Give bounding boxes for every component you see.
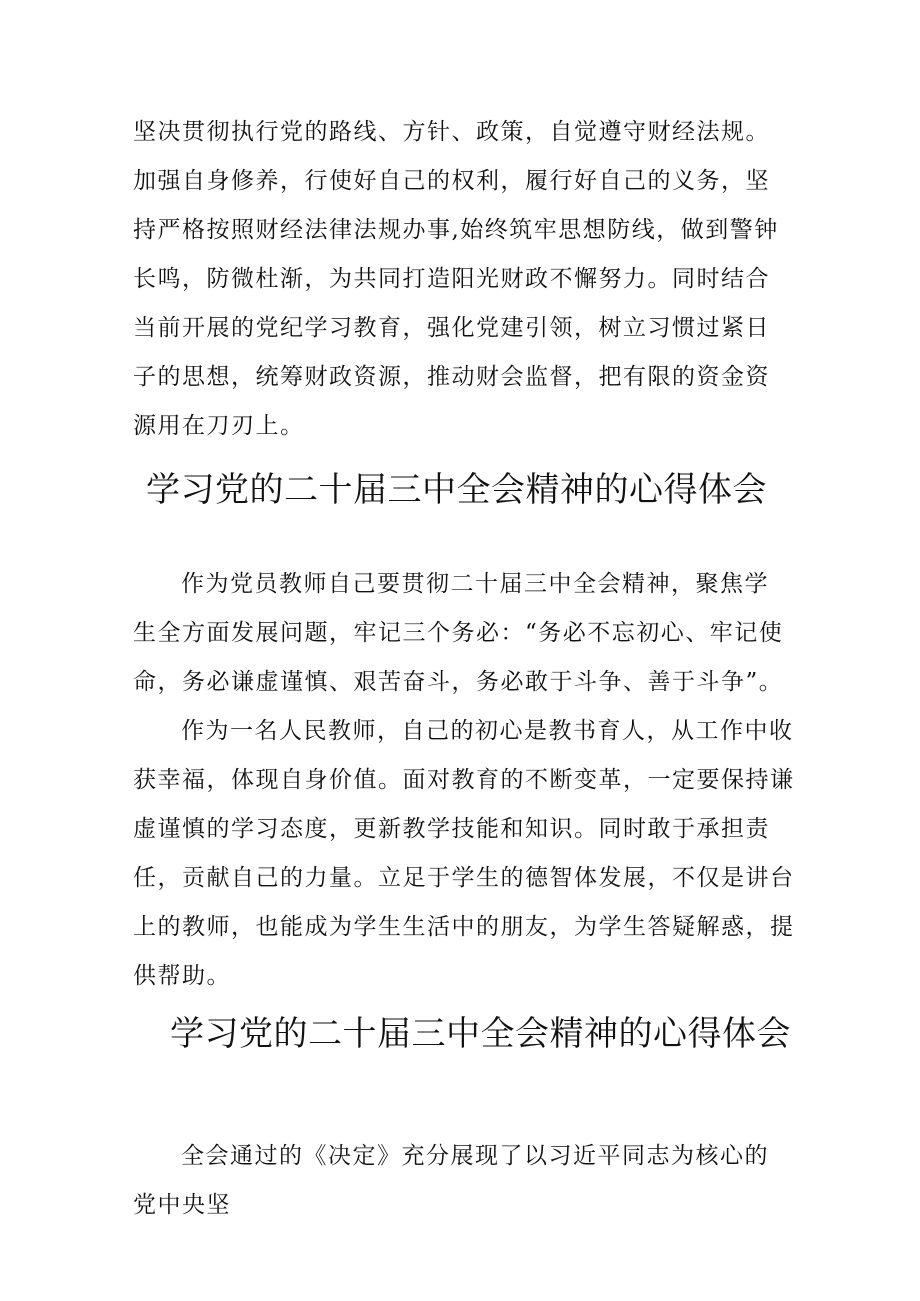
section-heading: 学习党的二十届三中全会精神的心得体会 xyxy=(170,1014,791,1054)
body-paragraph: 坚决贯彻执行党的路线、方针、政策，自觉遵守财经法规。加强自身修养，行使好自己的权利，履行好自己的义务，坚持严格按照财经法律法规办事,始终筑牢思想防线，做到警钟长鸣，防微杜渐，为共同打造阳光财政不懈努力。同时结合当前开展的党纪学习教育，强化党建引领，树立习惯过紧日子的思想，统筹财政资源，推动财会监督，把有限的资金资源用在刀刃上。 xyxy=(133,119,779,439)
body-paragraph: 作为党员教师自己要贯彻二十届三中全会精神，聚焦学生全方面发展问题，牢记三个务必：“务必不忘初心、牢记使命，务必谦虚谨慎、艰苦奋斗，务必敢于斗争、善于斗争”。 xyxy=(133,571,784,695)
section-heading: 学习党的二十届三中全会精神的心得体会 xyxy=(146,470,767,510)
body-paragraph: 全会通过的《决定》充分展现了以习近平同志为核心的党中央坚 xyxy=(133,1143,769,1218)
body-paragraph: 作为一名人民教师，自己的初心是教书育人，从工作中收获幸福，体现自身价值。面对教育的不断变革，一定要保持谦虚谨慎的学习态度，更新教学技能和知识。同时敢于承担责任，贡献自己的力量。立足于学生的德智体发展，不仅是讲台上的教师，也能成为学生生活中的朋友，为学生答疑解惑，提供帮助。 xyxy=(133,718,795,989)
